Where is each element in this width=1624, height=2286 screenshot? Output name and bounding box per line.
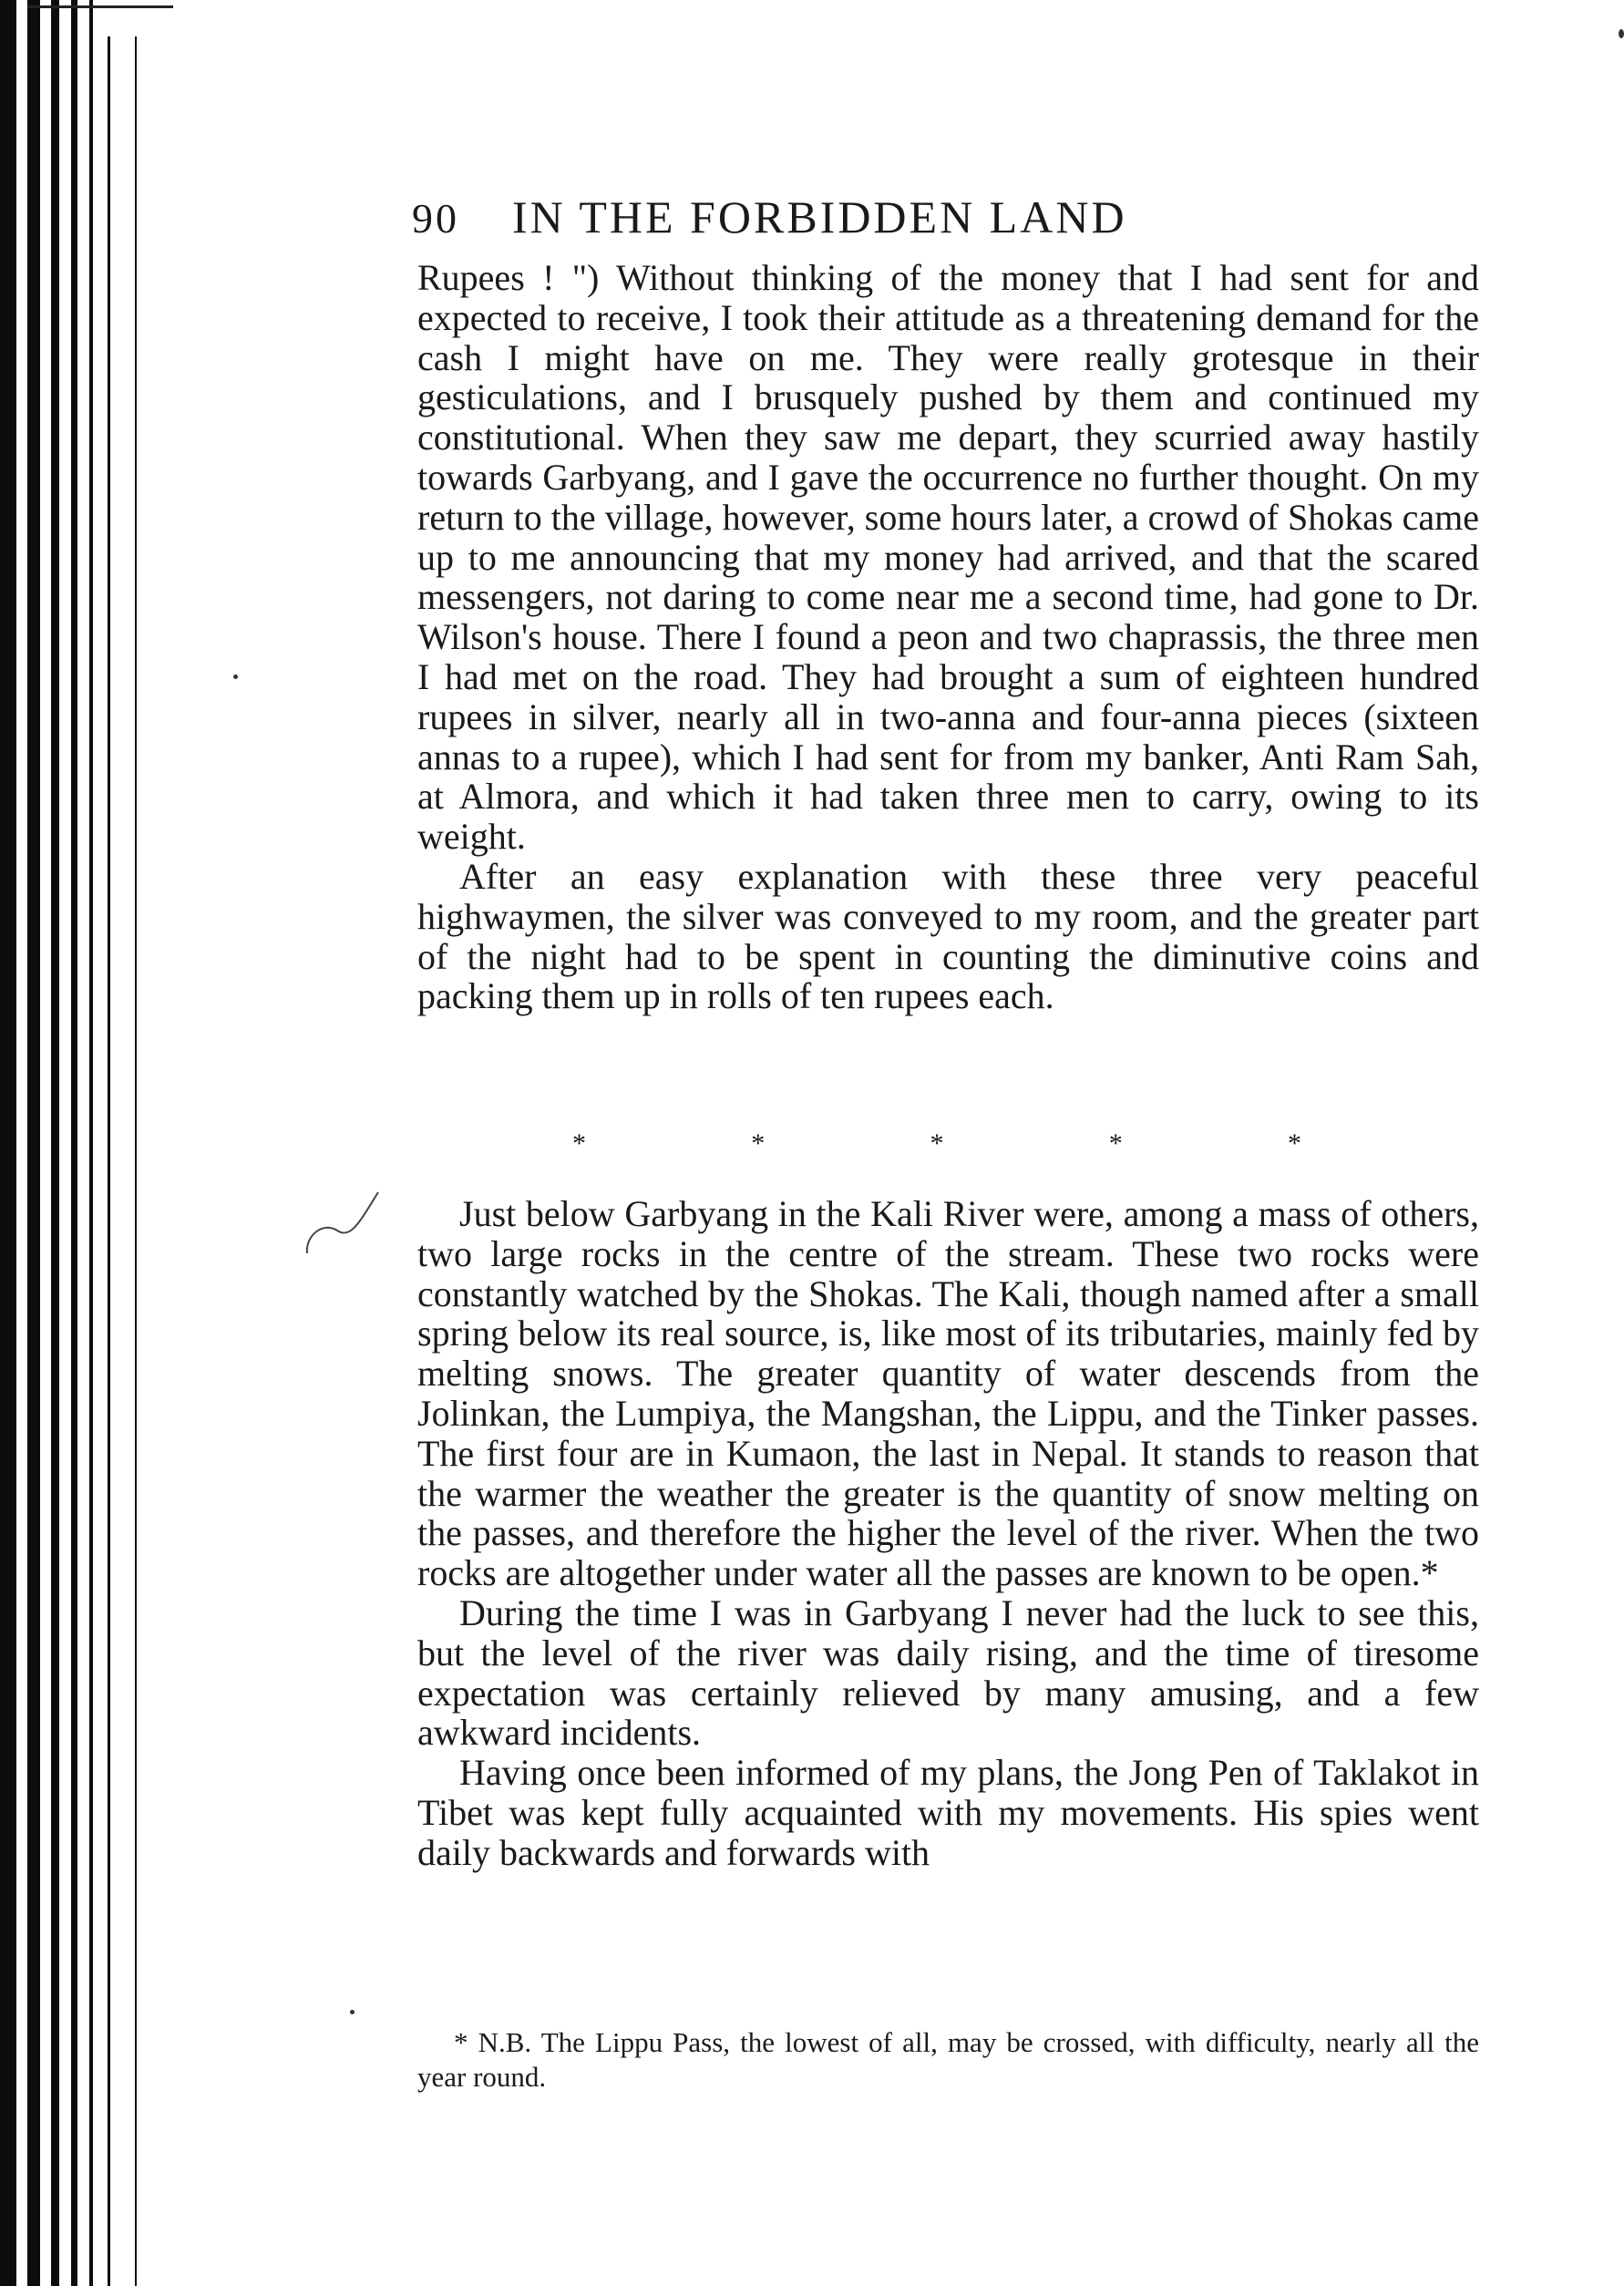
paragraph: Having once been informed of my plans, the Jong Pen of Taklakot in Tibet was kept fully acquainted with my movements. His spies went daily backwards and forwards with: [417, 1752, 1479, 1873]
binding-edge-line: [71, 0, 77, 2286]
binding-edge-dark: [0, 0, 16, 2286]
section-break-star: *: [930, 1128, 944, 1158]
section-break-star: *: [1288, 1128, 1301, 1158]
body-text-bottom: [417, 1194, 1479, 1873]
section-break-star: *: [1108, 1128, 1123, 1158]
running-title: IN THE FORBIDDEN LAND: [512, 191, 1127, 242]
footnote: * N.B. The Lippu Pass, the lowest of all, may be crossed, with difficulty, nearly all the year round.: [417, 2026, 1479, 2093]
scan-speck: [233, 674, 238, 679]
body-text-top: [417, 258, 1479, 1016]
binding-edge-line: [108, 36, 110, 2286]
section-break-star: *: [751, 1128, 766, 1158]
binding-edge-top: [27, 5, 173, 8]
paragraph: During the time I was in Garbyang I never had the luck to see this, but the level of the river was daily rising, and the time of tiresome expectation was certainly relieved by many amusing, and a few awkward incidents.: [417, 1591, 1479, 1754]
paragraph: Rupees ! ") Without thinking of the money that I had sent for and expected to receive, I took their attitude as a threatening demand for the cash I might have on me. They were really grotesque in their gesticulations, and I brusquely pushed by them and continued my constitutional. When they saw me depart, they scurried away hastily towards Garbyang, and I gave the occurrence no further thought. On my return to the village, however, some hours later, a crowd of Shokas came up to me announcing that my money had arrived, and that the scared messengers, not daring to come near me a second time, had gone to Dr. Wilson's house. There I found a peon and two chaprassis, the three men I had met on the road. They had brought a sum of eighteen hundred rupees in silver, nearly all in two-anna and four-anna pieces (sixteen annas to a rupee), which I had sent for from my banker, Anti Ram Sah, at Almora, and which it had taken three men to carry, owing to its weight.: [417, 257, 1479, 858]
running-header: [412, 190, 1487, 246]
paragraph: After an easy explanation with these three very peaceful highwaymen, the silver was conveyed to my room, and the greater part of the night had to be spent in counting the diminutive coins and packing them up in rolls of ten rupees each.: [417, 855, 1479, 1017]
pencil-mark: [296, 1185, 387, 1276]
section-break-star: *: [572, 1128, 586, 1158]
paragraph: Just below Garbyang in the Kali River were, among a mass of others, two large rocks in the centre of the stream. These two rocks were constantly watched by the Shokas. The Kali, though named after a small spring below its real source, is, like most of its tributaries, mainly fed by melting snows. The greater quantity of water descends from the Jolinkan, the Lumpiya, the Mangshan, the Lippu, and the Tinker passes. The first four are in Kumaon, the last in Nepal. It stands to reason that the warmer the weather the greater is the quantity of snow melting on the passes, and therefore the higher the level of the river. When the two rocks are altogether under water all the passes are known to be open.*: [417, 1193, 1479, 1594]
page-number: 90: [412, 195, 459, 242]
scan-speck: [350, 2010, 355, 2014]
section-break: [572, 1130, 1301, 1158]
binding-edge-line: [135, 36, 137, 2286]
binding-edge-line: [89, 0, 93, 2286]
binding-edge-line: [51, 0, 59, 2286]
binding-edge-line: [27, 0, 40, 2286]
scan-speck: [1619, 29, 1624, 38]
